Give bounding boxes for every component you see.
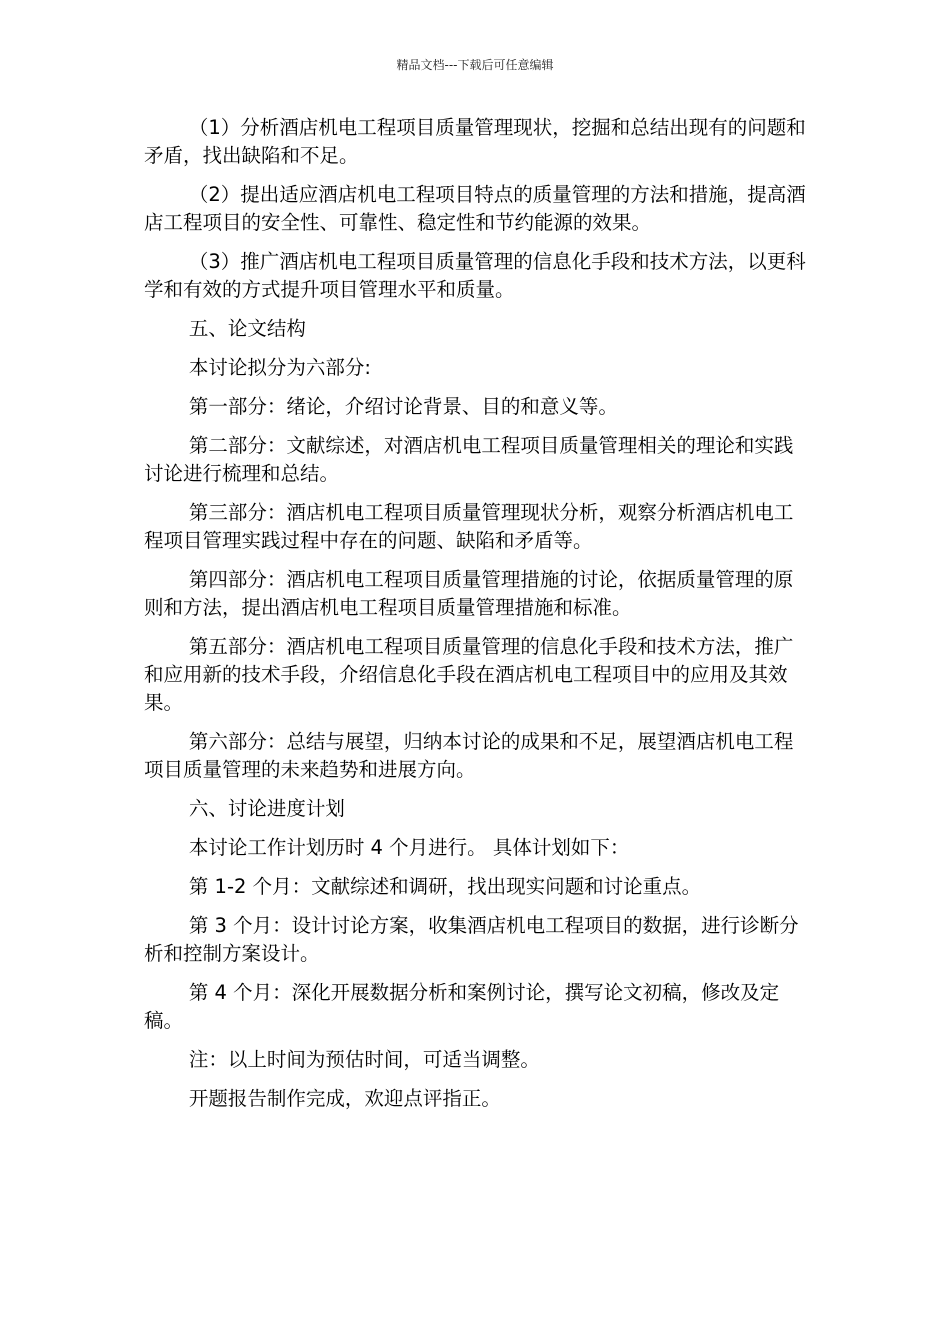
schedule-month-4-paragraph: 第 4 个月：深化开展数据分析和案例讨论，撰写论文初稿，修改及定稿。 (144, 981, 780, 1032)
schedule-month-1-2-paragraph: 第 1-2 个月：文献综述和调研，找出现实问题和讨论重点。 (188, 875, 702, 898)
section-heading-structure: 五、论文结构 (188, 317, 306, 340)
document-body (144, 114, 810, 1124)
part-3-paragraph: 第三部分：酒店机电工程项目质量管理现状分析，观察分析酒店机电工程项目管理实践过程中存在的问题、缺陷和矛盾等。 (144, 501, 794, 552)
note-paragraph: 注：以上时间为预估时间，可适当调整。 (188, 1048, 540, 1071)
page-header: 精品文档---下载后可任意编辑 (396, 58, 554, 72)
part-5-paragraph: 第五部分：酒店机电工程项目质量管理的信息化手段和技术方法，推广和应用新的技术手段，介绍信息化手段在酒店机电工程项目中的应用及其效果。 (144, 635, 794, 714)
closing-paragraph: 开题报告制作完成，欢迎点评指正。 (188, 1087, 501, 1110)
part-2-paragraph: 第二部分：文献综述，对酒店机电工程项目质量管理相关的理论和实践讨论进行梳理和总结。 (144, 434, 794, 485)
schedule-month-3-paragraph: 第 3 个月：设计讨论方案，收集酒店机电工程项目的数据，进行诊断分析和控制方案设计。 (144, 914, 799, 965)
objective-2-paragraph: （2）提出适应酒店机电工程项目特点的质量管理的方法和措施，提高酒店工程项目的安全性、可靠性、稳定性和节约能源的效果。 (144, 183, 806, 234)
part-4-paragraph: 第四部分：酒店机电工程项目质量管理措施的讨论，依据质量管理的原则和方法，提出酒店机电工程项目质量管理措施和标准。 (144, 568, 794, 619)
part-1-paragraph: 第一部分：绪论，介绍讨论背景、目的和意义等。 (188, 395, 618, 418)
part-6-paragraph: 第六部分：总结与展望，归纳本讨论的成果和不足，展望酒店机电工程项目质量管理的未来趋势和进展方向。 (144, 730, 794, 781)
objective-1-paragraph: （1）分析酒店机电工程项目质量管理现状，挖掘和总结出现有的问题和矛盾，找出缺陷和不足。 (144, 116, 806, 167)
structure-intro-paragraph: 本讨论拟分为六部分: (188, 356, 371, 379)
objective-3-paragraph: （3）推广酒店机电工程项目质量管理的信息化手段和技术方法，以更科学和有效的方式提升项目管理水平和质量。 (144, 250, 806, 301)
schedule-intro-paragraph: 本讨论工作计划历时 4 个月进行。 具体计划如下： (188, 836, 630, 859)
section-heading-schedule: 六、讨论进度计划 (188, 797, 345, 820)
